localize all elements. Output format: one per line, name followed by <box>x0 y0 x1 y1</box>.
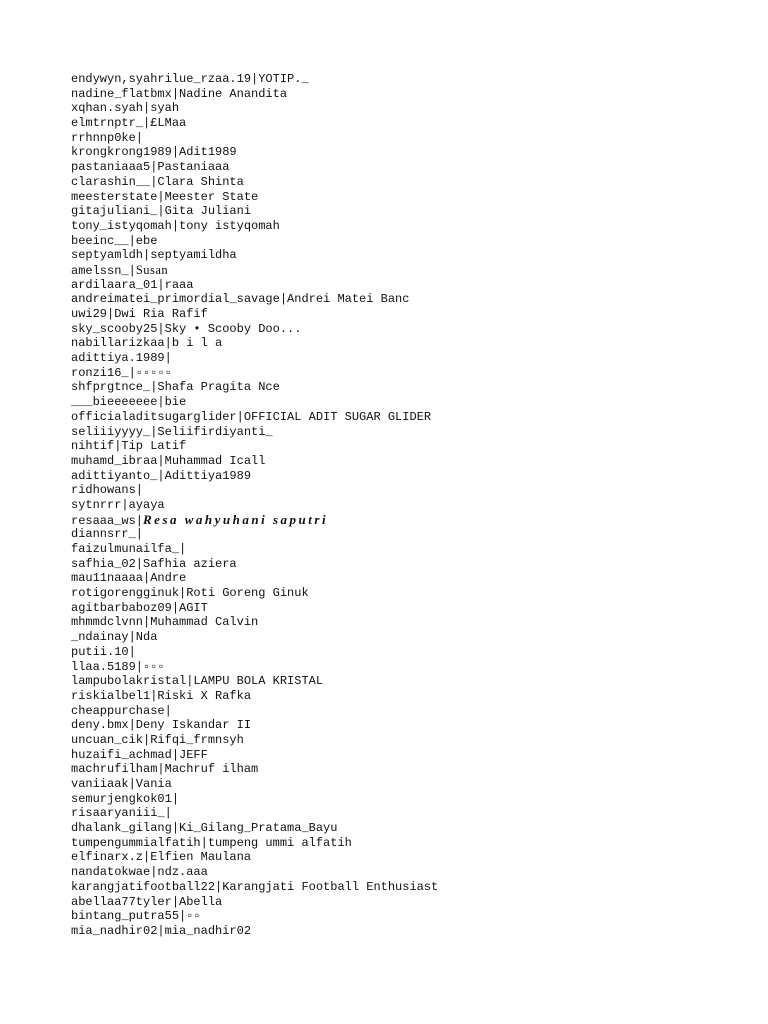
list-item: rrhnnp0ke| <box>71 130 144 145</box>
list-item: dhalank_gilang|Ki_Gilang_Pratama_Bayu <box>71 821 338 836</box>
list-item: muhamd_ibraa|Muhammad Icall <box>71 453 266 468</box>
list-item: bintang_putra55|▫▫ <box>71 909 201 924</box>
list-item: nabillarizkaa|b i l a <box>71 336 223 351</box>
list-item: _ndainay|Nda <box>71 630 158 645</box>
list-item: uncuan_cik|Rifqi_frmnsyh <box>71 732 244 747</box>
list-item: adittiya.1989| <box>71 351 172 366</box>
list-item: gitajuliani_|Gita Juliani <box>71 204 252 219</box>
list-item: ardilaara_01|raaa <box>71 277 194 292</box>
list-item: andreimatei_primordial_savage|Andrei Matei Banc <box>71 292 410 307</box>
list-item: endywyn,syahrilue_rzaa.19|YOTIP._ <box>71 72 309 86</box>
list-item: beeinc__|ebe <box>71 233 158 248</box>
list-item: pastaniaaa5|Pastaniaaa <box>71 160 230 175</box>
list-item: tony_istyqomah|tony istyqomah <box>71 218 280 233</box>
list-item: mau11naaaa|Andre <box>71 571 187 586</box>
list-item: semurjengkok01| <box>71 791 180 806</box>
list-item-username: resaaa_ws| <box>71 513 144 528</box>
list-item: tumpengummialfatih|tumpeng ummi alfatih <box>71 835 352 850</box>
list-item: abellaa77tyler|Abella <box>71 894 223 909</box>
list-item: krongkrong1989|Adit1989 <box>71 145 237 160</box>
list-item: xqhan.syah|syah <box>71 101 180 116</box>
list-item: deny.bmx|Deny Iskandar II <box>71 718 252 733</box>
list-item: risaaryaniii_| <box>71 806 172 821</box>
list-item: agitbarbaboz09|AGIT <box>71 600 208 615</box>
list-item: elmtrnptr_|£LMaa <box>71 116 187 131</box>
list-item: huzaifi_achmad|JEFF <box>71 747 208 762</box>
document-page <box>71 72 751 939</box>
list-item <box>71 513 751 528</box>
list-item: nandatokwae|ndz.aaa <box>71 865 208 880</box>
list-item: faizulmunailfa_| <box>71 542 187 556</box>
list-item: mia_nadhir02|mia_nadhir02 <box>71 923 252 938</box>
list-item: ridhowans| <box>71 483 144 498</box>
list-item: putii.10| <box>71 644 136 659</box>
list-item: septyamldh|septyamildha <box>71 248 237 263</box>
list-item: clarashin__|Clara Shinta <box>71 174 244 189</box>
list-item-display-name: Resa wahyuhani saputri <box>143 511 329 527</box>
list-item-username: amelssn_| <box>71 263 136 278</box>
list-item: ronzi16_|▫▫▫▫▫ <box>71 365 172 380</box>
list-item: lampubolakristal|LAMPU BOLA KRISTAL <box>71 674 324 689</box>
list-item: seliiiyyyy_|Seliifirdiyanti_ <box>71 424 273 439</box>
list-item: sky_scooby25|Sky • Scooby Doo... <box>71 321 302 336</box>
list-item: llaa.5189|▫▫▫ <box>71 659 165 674</box>
list-item: machrufilham|Machruf ilham <box>71 762 259 777</box>
list-item: karangjatifootball22|Karangjati Football Enthusiast <box>71 879 439 894</box>
list-item: uwi29|Dwi Ria Rafif <box>71 307 208 321</box>
list-item: officialaditsugarglider|OFFICIAL ADIT SUGAR GLIDER <box>71 409 432 424</box>
list-item: elfinarx.z|Elfien Maulana <box>71 850 252 865</box>
list-item: sytnrrr|ayaya <box>71 497 165 512</box>
list-item: adittiyanto_|Adittiya1989 <box>71 468 252 483</box>
list-item: nadine_flatbmx|Nadine Anandita <box>71 86 288 101</box>
list-item: riskialbel1|Riski X Rafka <box>71 688 252 703</box>
list-item: diannsrr_| <box>71 527 144 542</box>
list-item <box>71 263 751 278</box>
list-item: shfprgtnce_|Shafa Pragita Nce <box>71 380 280 395</box>
list-item: meesterstate|Meester State <box>71 189 259 204</box>
list-item: cheappurchase| <box>71 703 172 718</box>
list-item: vaniiaak|Vania <box>71 777 172 791</box>
list-item: ___bieeeeeee|bie <box>71 395 187 410</box>
list-item: safhia_02|Safhia aziera <box>71 556 237 571</box>
list-item: nihtif|Tip Latif <box>71 439 187 454</box>
list-item-display-name: Susan <box>135 262 169 277</box>
list-item: mhmmdclvnn|Muhammad Calvin <box>71 615 259 630</box>
list-item: rotigorengginuk|Roti Goreng Ginuk <box>71 586 309 601</box>
